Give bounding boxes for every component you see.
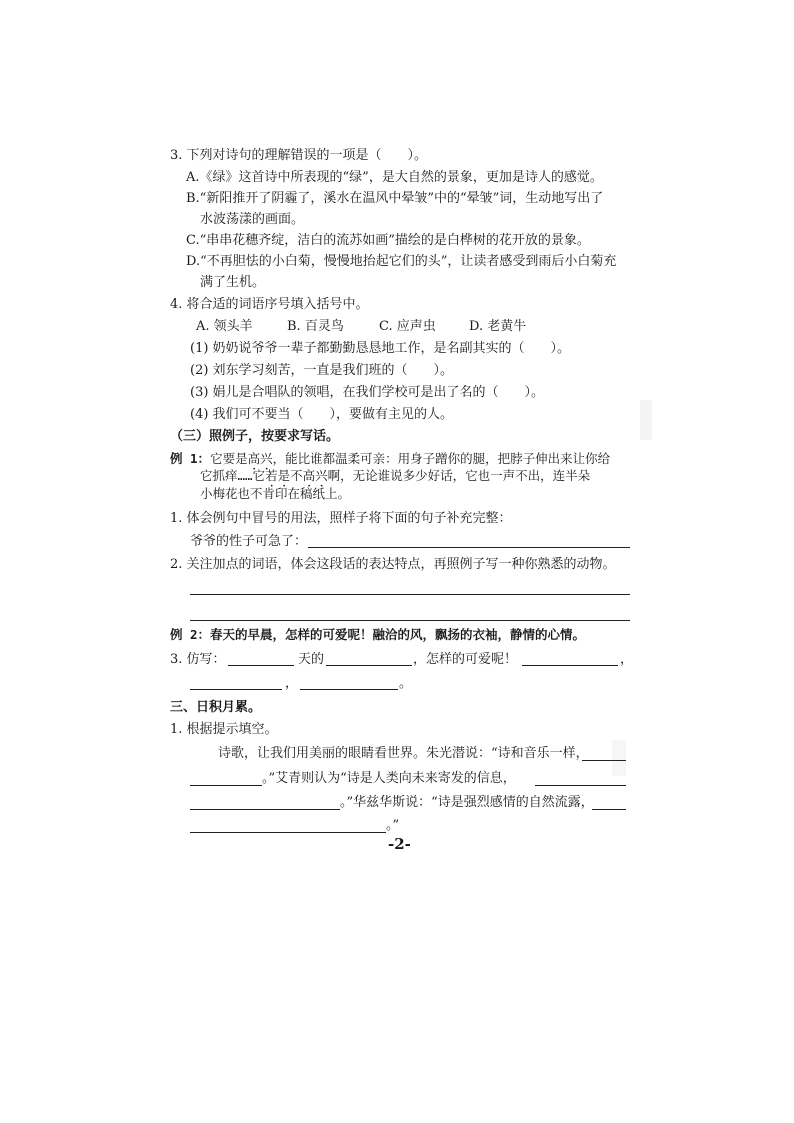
part3-p1: 诗歌，让我们用美丽的眼睛看世界。朱光潜说：“诗和音乐一样，	[218, 746, 589, 761]
answer-line[interactable]	[326, 665, 412, 666]
answer-line[interactable]	[300, 689, 398, 690]
q4-stem: 4. 将合适的词语序号填入括号中。	[170, 297, 369, 312]
answer-line[interactable]	[522, 665, 618, 666]
sec3-q1: 1. 体会例句中冒号的用法，照样子将下面的句子补充完整：	[170, 511, 512, 526]
answer-line[interactable]	[190, 832, 386, 833]
part-3-title: 三、日积月累。	[170, 700, 262, 715]
example-1-line2: 它抓痒……它若是不高兴啊，无论谁说多少好话，它也一声不出，连半朵	[200, 468, 591, 483]
q3-stem: 3. 下列对诗句的理解错误的一项是（ ）。	[170, 148, 428, 163]
answer-line[interactable]	[308, 547, 630, 548]
q4-option-d: D. 老黄牛	[469, 319, 527, 334]
q3-option-c[interactable]: C.“串串花穗齐绽，洁白的流苏如画”描绘的是白桦树的花开放的景象。	[186, 233, 590, 248]
scan-smudge	[612, 740, 626, 776]
part3-p3: 。”华兹华斯说：“诗是强烈感情的自然流露，	[340, 795, 594, 810]
q3-option-b-line2: 水波荡漾的画面。	[200, 212, 305, 227]
sec3-q3-text-b: 天的	[298, 652, 325, 667]
emphasized-word: 若是	[265, 468, 291, 483]
sec3-q3-text-d: ，	[620, 652, 634, 667]
part3-p2: 。”艾青则认为“诗是人类向未来寄发的信息，	[262, 771, 516, 786]
sec3-q3-text-c: ，怎样的可爱呢！	[413, 652, 518, 667]
section-3-title: （三）照例子，按要求写话。	[170, 429, 340, 444]
example-1-line1: 例 1：它要是高兴，能比谁都温柔可亲：用身子蹭你的腿，把脖子伸出来让你给	[170, 451, 611, 466]
sec3-q3-line1: 3. 仿写：	[170, 652, 226, 667]
example-2: 例 2：春天的早晨，怎样的可爱呢！融洽的风，飘扬的衣袖，静情的心情。	[170, 627, 586, 642]
answer-line[interactable]	[190, 689, 282, 690]
answer-line[interactable]	[190, 620, 630, 621]
sec3-q1-prompt: 爷爷的性子可急了：	[190, 534, 308, 549]
scan-smudge	[640, 400, 652, 440]
q4-option-b: B. 百灵鸟	[287, 319, 344, 334]
q4-option-a: A. 领头羊	[196, 319, 253, 334]
emphasized-word: 高兴	[247, 451, 273, 466]
answer-line[interactable]	[190, 785, 262, 786]
q4-item-2[interactable]: (2) 刘东学习刻苦，一直是我们班的（ ）。	[190, 363, 454, 378]
sec3-q3-text-e: ，	[285, 676, 299, 691]
q4-option-c: C. 应声虫	[379, 319, 436, 334]
q3-option-d-line2: 满了生机。	[200, 275, 266, 290]
sec3-q2: 2. 关注加点的词语，体会这段话的表达特点，再照例子写一种你熟悉的动物。	[170, 557, 616, 572]
page-number: -2-	[388, 835, 411, 853]
answer-line[interactable]	[228, 665, 294, 666]
emphasized-word: 高兴	[302, 468, 328, 483]
answer-line[interactable]	[190, 809, 340, 810]
answer-line[interactable]	[190, 594, 630, 595]
q4-item-1[interactable]: (1) 奶奶说爷爷一辈子都勤勤恳恳地工作，是名副其实的（ ）。	[190, 341, 571, 356]
answer-line[interactable]	[582, 760, 626, 761]
part3-q1: 1. 根据提示填空。	[170, 722, 278, 737]
q4-item-3[interactable]: (3) 娟儿是合唱队的领唱，在我们学校可是出了名的（ ）。	[190, 385, 545, 400]
sec3-q3-text-f: 。	[399, 676, 413, 691]
answer-line[interactable]	[592, 809, 626, 810]
q3-option-a[interactable]: A.《绿》这首诗中所表现的“绿”，是大自然的景象，更加是诗人的感觉。	[186, 170, 603, 185]
answer-line[interactable]	[535, 785, 626, 786]
q4-item-4[interactable]: (4) 我们可不要当（ ），要做有主见的人。	[190, 407, 454, 422]
q3-option-d-line1[interactable]: D.“不再胆怯的小白菊，慢慢地抬起它们的头”，让读者感受到雨后小白菊充	[186, 254, 617, 269]
q3-option-b-line1[interactable]: B.“新阳推开了阴霾了，溪水在温风中晕皱”中的“晕皱”词，生动地写出了	[186, 191, 604, 206]
example-1-line3: 小梅花也不肯印在稿纸上。	[200, 486, 351, 501]
example-1-label: 例 1：	[170, 451, 211, 466]
part3-p4: 。”	[386, 818, 400, 833]
